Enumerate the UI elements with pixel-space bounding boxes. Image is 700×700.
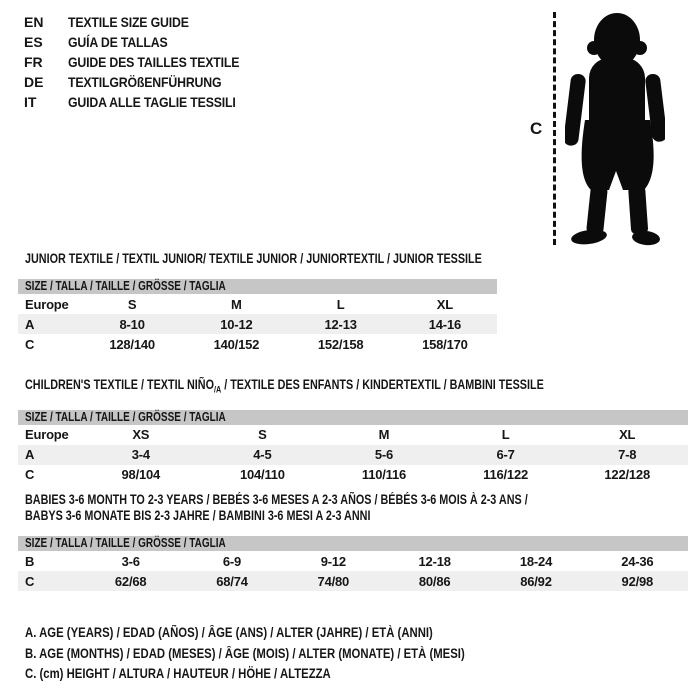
babies-title-line1-text: BABIES 3-6 MONTH TO 2-3 YEARS / BEBÉS 3-6 MESES A 2-3 AÑOS / BÉBÉS 3-6 MOIS À 2-3 ANS / (25, 492, 528, 507)
children-textile-section (18, 377, 688, 485)
children-table-title (25, 377, 688, 398)
height-cell: 116/122 (483, 467, 529, 483)
height-cell: 92/98 (587, 571, 688, 591)
size-cell: S (127, 296, 137, 312)
table-row-height (18, 571, 688, 591)
age-cell: 12-13 (289, 314, 393, 334)
age-cell: 14-16 (393, 314, 497, 334)
measure-legend (25, 623, 548, 685)
language-title-list (24, 12, 263, 112)
size-cell: XL (436, 296, 453, 312)
table-row-age (18, 314, 497, 334)
babies-table-title (25, 492, 688, 524)
size-cell: L (336, 296, 345, 312)
language-code: ES (24, 34, 43, 50)
size-header-text: SIZE / TALLA / TAILLE / GRÖSSE / TAGLIA (25, 279, 226, 293)
row-label: Europe (25, 296, 69, 312)
legend-height-cm-text: C. (cm) HEIGHT / ALTURA / HAUTEUR / HÖHE / ALTEZZA (25, 666, 331, 681)
age-cell: 8-10 (80, 314, 184, 334)
size-header-bar (18, 279, 497, 294)
language-row-de (24, 72, 263, 92)
height-cell: 140/152 (213, 336, 260, 352)
height-cell: 62/68 (80, 571, 181, 591)
language-code: EN (24, 14, 44, 30)
language-code: FR (24, 54, 43, 70)
size-cell: XL (619, 427, 636, 443)
height-cell: 68/74 (181, 571, 282, 591)
height-cell: 122/128 (604, 467, 650, 483)
babies-title-line1 (25, 492, 688, 508)
height-cell: 104/110 (239, 467, 285, 483)
toddler-silhouette-icon (565, 8, 665, 248)
height-cell: 152/158 (317, 336, 364, 352)
months-cell: 12-18 (418, 553, 451, 569)
children-title-pre: CHILDREN'S TEXTILE / TEXTIL NIÑO (25, 377, 214, 392)
size-header-bar (18, 410, 688, 425)
height-cell: 80/86 (384, 571, 485, 591)
legend-age-years-text: A. AGE (YEARS) / EDAD (AÑOS) / ÂGE (ANS) / ALTER (JAHRE) / ETÀ (ANNI) (25, 625, 433, 640)
height-measure-label: C (530, 119, 543, 138)
height-measure-dashed-line (553, 12, 556, 245)
age-cell: 3-4 (80, 445, 202, 465)
height-cell: 98/104 (121, 467, 161, 483)
height-cell: 110/116 (361, 467, 407, 483)
size-cell: S (258, 427, 267, 443)
row-label: A (18, 314, 80, 334)
guide-title-es: GUÍA DE TALLAS (68, 34, 168, 50)
children-title-subscript: /A (213, 384, 222, 395)
row-label: Europe (25, 427, 69, 443)
junior-table-title (25, 251, 497, 267)
row-label: C (18, 571, 80, 591)
age-cell: 5-6 (323, 445, 445, 465)
children-table-title-text (25, 377, 544, 398)
babies-title-line2 (25, 508, 688, 524)
table-row-europe (18, 294, 497, 314)
babies-size-table (18, 536, 688, 591)
age-cell: 7-8 (566, 445, 688, 465)
months-cell: 24-36 (621, 553, 654, 569)
table-row-height (18, 465, 688, 485)
language-row-en (24, 12, 263, 32)
guide-title-en: TEXTILE SIZE GUIDE (68, 14, 189, 30)
children-size-table (18, 410, 688, 485)
children-title-post: / TEXTILE DES ENFANTS / KINDERTEXTIL / BAMBINI TESSILE (221, 377, 544, 392)
size-header-text: SIZE / TALLA / TAILLE / GRÖSSE / TAGLIA (25, 536, 226, 550)
guide-title-de: TEXTILGRÖßENFÜHRUNG (68, 74, 222, 90)
language-code: DE (24, 74, 44, 90)
legend-age-years (25, 623, 548, 644)
language-row-es (24, 32, 263, 52)
size-header-text: SIZE / TALLA / TAILLE / GRÖSSE / TAGLIA (25, 409, 226, 424)
row-label: B (25, 553, 35, 569)
legend-age-months-text: B. AGE (MONTHS) / EDAD (MESES) / ÂGE (MOIS) / ALTER (MONATE) / ETÀ (MESI) (25, 645, 465, 661)
months-cell: 3-6 (121, 553, 140, 569)
table-row-europe (18, 425, 688, 445)
legend-height-cm (25, 664, 548, 685)
junior-size-table (18, 279, 497, 354)
row-label: C (25, 336, 35, 352)
babies-textile-section (18, 492, 688, 591)
height-cell: 74/80 (283, 571, 384, 591)
junior-table-title-text: JUNIOR TEXTILE / TEXTIL JUNIOR/ TEXTILE JUNIOR / JUNIORTEXTIL / JUNIOR TESSILE (25, 251, 482, 266)
babies-title-line2-text: BABYS 3-6 MONATE BIS 2-3 JAHRE / BAMBINI 3-6 MESI A 2-3 ANNI (25, 508, 371, 523)
legend-age-months (25, 644, 548, 665)
table-row-months (18, 551, 688, 571)
size-header-row (18, 279, 497, 294)
age-cell: 4-5 (202, 445, 324, 465)
row-label: A (18, 445, 80, 465)
language-code: IT (24, 94, 37, 110)
size-cell: M (231, 296, 242, 312)
age-cell: 10-12 (184, 314, 288, 334)
guide-title-fr: GUIDE DES TAILLES TEXTILE (68, 54, 240, 70)
height-cell: 128/140 (109, 336, 155, 352)
size-cell: L (501, 427, 510, 443)
size-cell: XS (132, 427, 150, 443)
language-row-fr (24, 52, 263, 72)
row-label: C (25, 467, 35, 483)
size-header-row (18, 410, 688, 425)
size-cell: M (378, 427, 390, 443)
height-cell: 86/92 (485, 571, 586, 591)
months-cell: 9-12 (320, 553, 346, 569)
size-header-bar (18, 536, 688, 551)
junior-textile-section (18, 251, 497, 354)
guide-title-it: GUIDA ALLE TAGLIE TESSILI (68, 94, 236, 110)
language-row-it (24, 92, 263, 112)
height-cell: 158/170 (422, 336, 468, 352)
table-row-age (18, 445, 688, 465)
months-cell: 18-24 (519, 553, 553, 569)
months-cell: 6-9 (222, 553, 242, 569)
table-row-height (18, 334, 497, 354)
age-cell: 6-7 (445, 445, 567, 465)
size-header-row (18, 536, 688, 551)
